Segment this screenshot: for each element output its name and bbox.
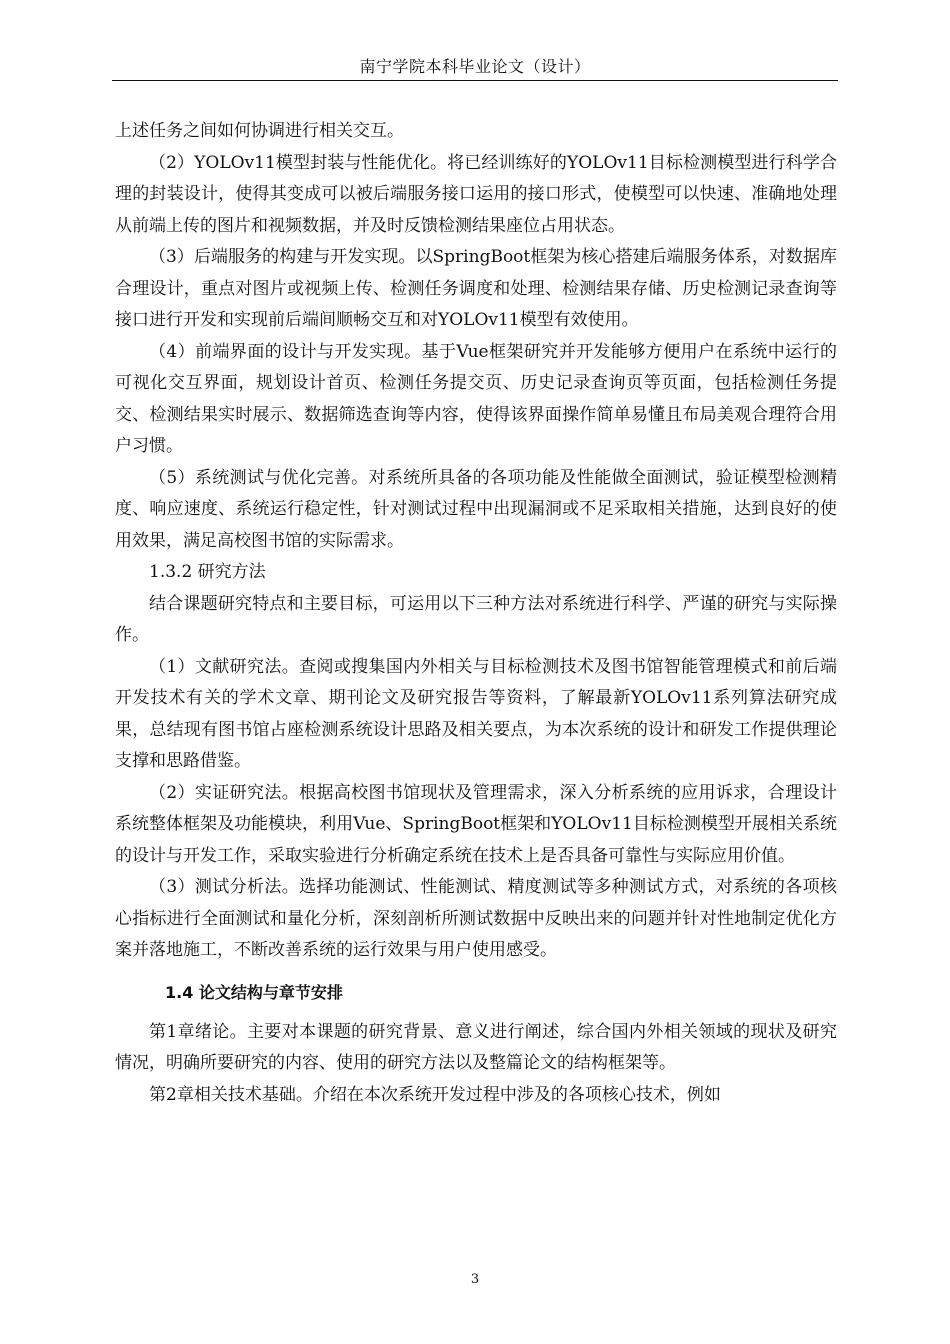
header-rule	[112, 80, 838, 81]
body-text	[115, 116, 837, 1111]
page-number: 3	[470, 1272, 480, 1287]
running-header: 南宁学院本科毕业论文（设计）	[359, 57, 591, 76]
paragraph-item-2: （2）YOLOv11模型封装与性能优化。将已经训练好的YOLOv11目标检测模型进行科学合理的封装设计，使得其变成可以被后端服务接口运用的接口形式，使模型可以快速、准确地处理从前端上传的图片和视频数据，并及时反馈检测结果座位占用状态。	[115, 152, 837, 236]
paragraph-chapter-1: 第1章绪论。主要对本课题的研究背景、意义进行阐述，综合国内外相关领域的现状及研究情况，明确所要研究的内容、使用的研究方法以及整篇论文的结构框架等。	[115, 1021, 837, 1073]
paragraph-continuation: 上述任务之间如何协调进行相关交互。	[115, 121, 404, 141]
paragraph-item-3: （3）后端服务的构建与开发实现。以SpringBoot框架为核心搭建后端服务体系，对数据库合理设计，重点对图片或视频上传、检测任务调度和处理、检测结果存储、历史检测记录查询等接口进行开发和实现前后端间顺畅交互和对YOLOv11模型有效使用。	[115, 247, 837, 330]
subsection-heading-1-3-2: 1.3.2 研究方法	[149, 562, 266, 582]
paragraph-item-4: （4）前端界面的设计与开发实现。基于Vue框架研究并开发能够方便用户在系统中运行的可视化交互界面，规划设计首页、检测任务提交页、历史记录查询页等页面，包括检测任务提交、检测结果实时展示、数据筛选查询等内容，使得该界面操作简单易懂且布局美观合理符合用户习惯。	[115, 341, 837, 456]
paragraph-item-5: （5）系统测试与优化完善。对系统所具备的各项功能及性能做全面测试，验证模型检测精度、响应速度、系统运行稳定性，针对测试过程中出现漏洞或不足采取相关措施，达到良好的使用效果，满足高校图书馆的实际需求。	[115, 467, 837, 551]
paragraph-method-1: （1）文献研究法。查阅或搜集国内外相关与目标检测技术及图书馆智能管理模式和前后端开发技术有关的学术文章、期刊论文及研究报告等资料，了解最新YOLOv11系列算法研究成果，总结现有图书馆占座检测系统设计思路及相关要点，为本次系统的设计和研发工作提供理论支撑和思路借鉴。	[115, 656, 837, 771]
paragraph-method-2: （2）实证研究法。根据高校图书馆现状及管理需求，深入分析系统的应用诉求，合理设计系统整体框架及功能模块，利用Vue、SpringBoot框架和YOLOv11目标检测模型开展相关系统的设计与开发工作，采取实验进行分析确定系统在技术上是否具备可靠性与实际应用价值。	[115, 782, 837, 866]
paragraph-chapter-2: 第2章相关技术基础。介绍在本次系统开发过程中涉及的各项核心技术，例如	[149, 1084, 721, 1105]
section-heading-1-4: 1.4 论文结构与章节安排	[165, 982, 343, 1002]
paragraph-method-3: （3）测试分析法。选择功能测试、性能测试、精度测试等多种测试方式，对系统的各项核心指标进行全面测试和量化分析，深刻剖析所测试数据中反映出来的问题并针对性地制定优化方案并落地施工，不断改善系统的运行效果与用户使用感受。	[115, 877, 837, 960]
paragraph-methods-intro: 结合课题研究特点和主要目标，可运用以下三种方法对系统进行科学、严谨的研究与实际操作。	[115, 593, 837, 645]
